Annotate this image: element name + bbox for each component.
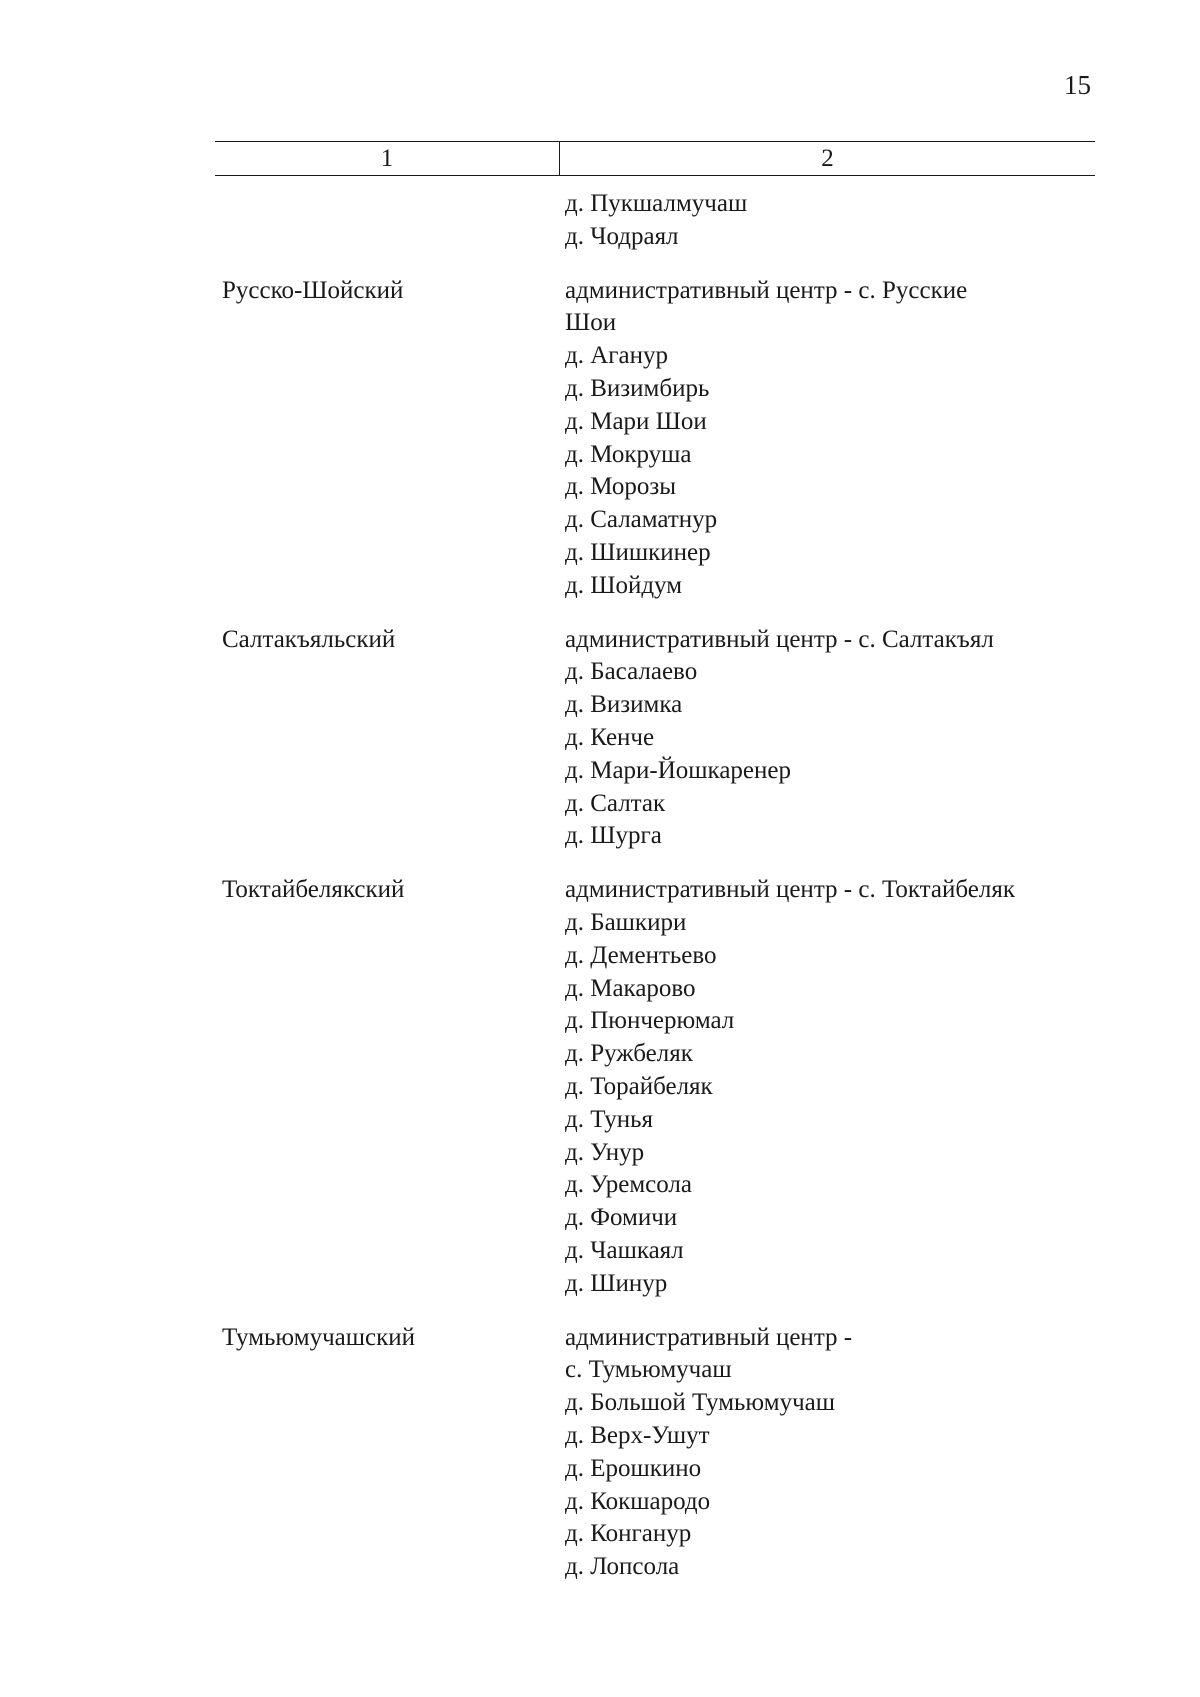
settlement-item: д. Фомичи <box>565 1204 678 1232</box>
table-row <box>0 188 1200 254</box>
settlement-item: д. Визимка <box>565 691 683 719</box>
settlement-item: д. Уремсола <box>565 1171 692 1199</box>
settlement-item: д. Торайбеляк <box>565 1072 713 1100</box>
settlement-item: д. Мокруша <box>565 440 692 468</box>
settlement-list <box>565 1322 1105 1584</box>
settlement-item: д. Аганур <box>565 342 669 370</box>
column-header-1: 1 <box>380 145 394 172</box>
settlement-item: административный центр - с. Русские <box>565 276 968 304</box>
settlement-item: д. Шурга <box>565 822 662 850</box>
settlement-item: д. Лопсола <box>565 1553 680 1581</box>
settlement-item: д. Кокшародо <box>565 1487 711 1515</box>
table-row <box>0 275 1200 603</box>
settlement-list <box>565 874 1105 1300</box>
settlement-item: д. Унур <box>565 1138 645 1166</box>
settlement-item: д. Басалаево <box>565 658 698 686</box>
settlement-item: д. Мари Шои <box>565 407 707 435</box>
column-header-2: 2 <box>821 145 834 172</box>
district-name <box>0 188 567 254</box>
settlement-item: д. Морозы <box>565 473 676 501</box>
table-row <box>0 1322 1200 1584</box>
page-number: 15 <box>1064 70 1091 100</box>
settlement-list <box>565 275 1105 603</box>
settlement-item: д. Пукшалмучаш <box>565 190 748 217</box>
settlement-item: д. Шойдум <box>565 571 683 599</box>
settlement-item: с. Тумьюмучаш <box>565 1356 732 1384</box>
settlement-item: д. Шишкинер <box>565 538 711 566</box>
settlement-item: д. Верх-Ушут <box>565 1421 710 1449</box>
district-name: Тумьюмучашский <box>222 1323 416 1351</box>
table-body <box>0 188 1200 1605</box>
settlement-item: д. Башкири <box>565 908 687 936</box>
settlement-item: д. Мари-Йошкаренер <box>565 756 791 784</box>
table-row <box>0 874 1200 1300</box>
table-header-bottom-rule <box>215 175 1095 176</box>
settlement-item: д. Пюнчерюмал <box>565 1007 735 1035</box>
settlement-item: д. Конганур <box>565 1520 692 1548</box>
settlement-item: д. Шинур <box>565 1269 668 1297</box>
settlement-item: д. Саламатнур <box>565 506 718 534</box>
settlement-item: д. Дементьево <box>565 941 717 969</box>
settlement-item: д. Салтак <box>565 789 666 817</box>
settlement-item: д. Чашкаял <box>565 1236 684 1264</box>
district-name: Токтайбелякский <box>222 876 405 904</box>
settlement-item: д. Чодраял <box>565 222 679 250</box>
settlement-item: д. Ерошкино <box>565 1454 702 1482</box>
settlement-item: д. Ружбеляк <box>565 1040 693 1068</box>
settlement-item: д. Большой Тумьюмучаш <box>565 1389 836 1417</box>
table-row <box>0 624 1200 854</box>
settlement-item: административный центр - с. Токтайбеляк <box>565 876 1015 904</box>
settlement-item: д. Тунья <box>565 1105 654 1133</box>
settlement-list <box>565 624 1105 854</box>
settlement-item: административный центр - с. Салтакъял <box>565 625 994 653</box>
district-name: Русско-Шойский <box>222 276 404 304</box>
settlement-list <box>565 188 1105 254</box>
settlement-item: д. Кенче <box>565 723 655 751</box>
settlement-item: д. Визимбирь <box>565 374 710 402</box>
settlement-item: административный центр - <box>565 1323 853 1351</box>
settlement-item: д. Макарово <box>565 974 696 1002</box>
district-name: Салтакъяльский <box>222 625 396 653</box>
settlement-item: Шои <box>565 309 617 337</box>
